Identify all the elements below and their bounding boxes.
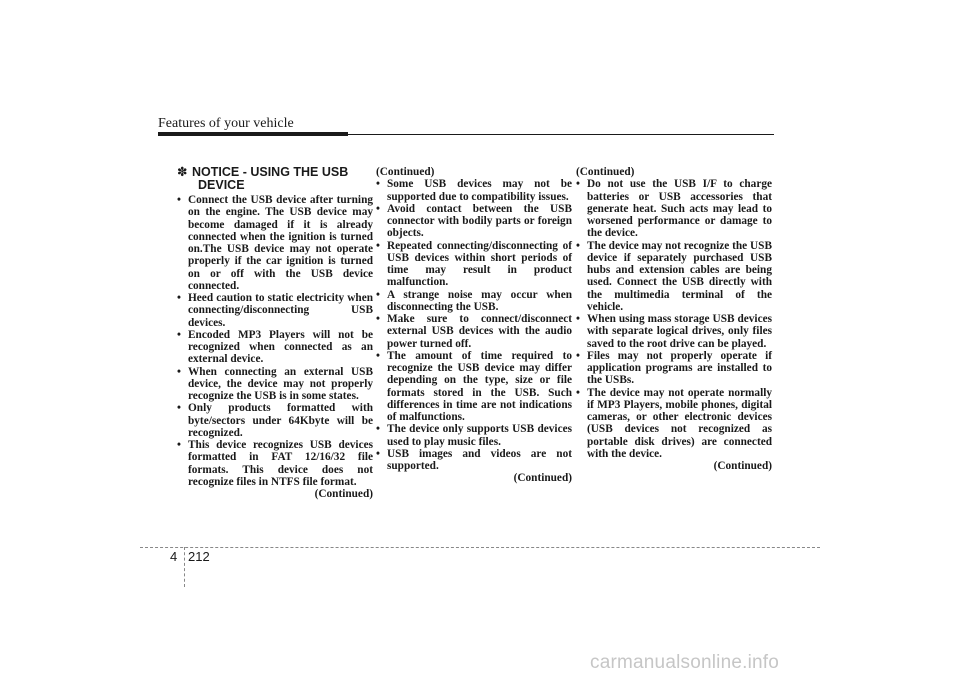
- list-item: • Heed caution to static electricity when connecting/disconnecting USB devices.: [177, 292, 373, 329]
- list-item: • The device may not recognize the USB device if separately purchased USB hubs and extension cables are being used. Connect the USB directly with the multimedia terminal of the vehicle.: [576, 240, 772, 314]
- list-item: • The device may not operate normally if MP3 Players, mobile phones, digital cameras, or other electronic devices (USB devices not recognized as portable disk drives) are connected with the device.: [576, 387, 772, 461]
- page-number: 212: [188, 549, 210, 564]
- list-item: • Only products formatted with byte/sectors under 64Kbyte will be recognized.: [177, 402, 373, 439]
- list-item: • Make sure to connect/disconnect external USB devices with the audio power turned off.: [376, 313, 572, 350]
- text-column-3: [576, 166, 772, 472]
- list-item: • Connect the USB device after turning on the engine. The USB device may become damaged if it is already connected when the ignition is turned on.The USB device may not operate properly if the car ignition is turned on or off with the USB device connected.: [177, 194, 373, 292]
- bullet-list: [376, 178, 572, 472]
- header-rule: [158, 134, 774, 135]
- list-item: • Some USB devices may not be supported due to compatibility issues.: [376, 178, 572, 203]
- watermark: carmanualsonline.info: [590, 652, 780, 673]
- list-item: • The amount of time required to recognize the USB device may differ depending on the type, size or file formats stored in the USB. Such differences in time are not indications of malfunctions.: [376, 350, 572, 424]
- text-column-1: [177, 166, 373, 500]
- section-header-title: Features of your vehicle: [158, 116, 294, 131]
- list-item: • Files may not properly operate if application programs are installed to the USBs.: [576, 350, 772, 387]
- list-item: • This device recognizes USB devices formatted in FAT 12/16/32 file formats. This device does not recognize files in NTFS file format.: [177, 439, 373, 488]
- list-item: • A strange noise may occur when disconnecting the USB.: [376, 289, 572, 314]
- notice-star-icon: ✽: [177, 165, 188, 179]
- notice-title-line-2: DEVICE: [198, 178, 245, 192]
- text-column-2: [376, 166, 572, 485]
- continued-label: (Continued): [713, 460, 772, 472]
- list-item: • The device only supports USB devices used to play music files.: [376, 423, 572, 448]
- bullet-list: [177, 194, 373, 488]
- list-item: • Encoded MP3 Players will not be recognized when connected as an external device.: [177, 329, 373, 366]
- continued-label: (Continued): [576, 166, 635, 178]
- chapter-number: 4: [170, 549, 178, 564]
- footer-vertical-divider: [184, 547, 185, 587]
- continued-label: (Continued): [314, 488, 373, 500]
- notice-title: [177, 166, 373, 192]
- list-item: • Avoid contact between the USB connector with bodily parts or foreign objects.: [376, 203, 572, 240]
- list-item: • USB images and videos are not supported.: [376, 448, 572, 473]
- footer-divider: [140, 547, 820, 548]
- notice-title-line-1: NOTICE - USING THE USB: [192, 165, 349, 179]
- list-item: • Do not use the USB I/F to charge batteries or USB accessories that generate heat. Such acts may lead to worsened performance or damage to the device.: [576, 178, 772, 239]
- continued-label: (Continued): [513, 472, 572, 485]
- list-item: • Repeated connecting/disconnecting of USB devices within short periods of time may result in product malfunction.: [376, 240, 572, 289]
- list-item: • When connecting an external USB device, the device may not properly recognize the USB is in some states.: [177, 366, 373, 403]
- bullet-list: [576, 178, 772, 460]
- continued-label: (Continued): [376, 166, 435, 178]
- list-item: • When using mass storage USB devices with separate logical drives, only files saved to the root drive can be played.: [576, 313, 772, 350]
